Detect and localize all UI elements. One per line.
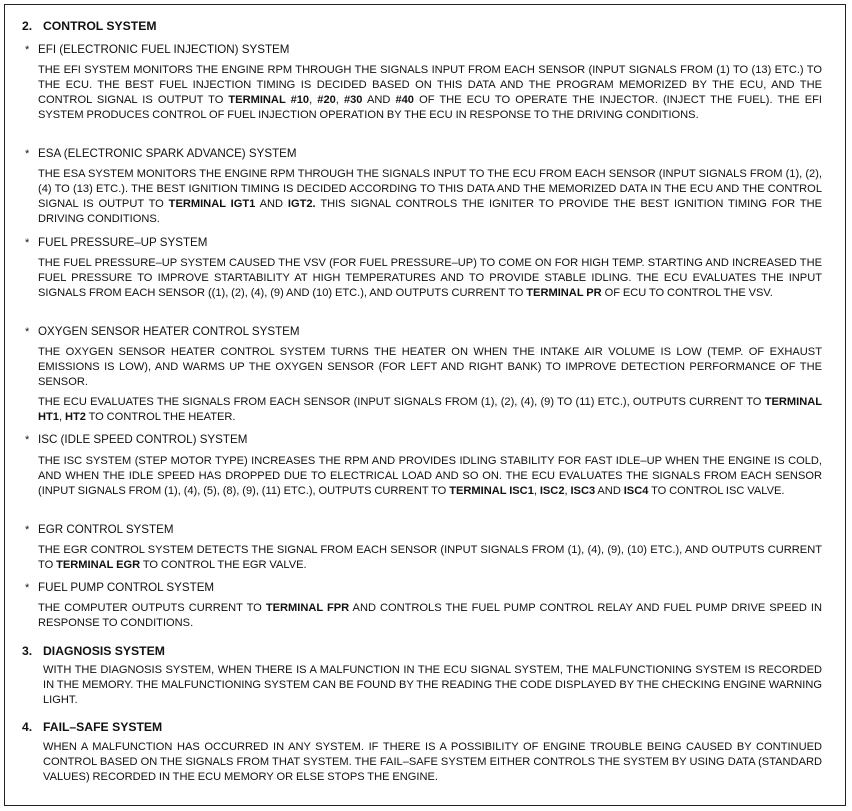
section-number: 4. bbox=[22, 720, 33, 734]
paragraph: THE ESA SYSTEM MONITORS THE ENGINE RPM THROUGH THE SIGNALS INPUT TO THE ECU FROM EACH SENSOR (INPUT SIGNALS FROM (1), (2), (4) TO (13) ETC.). THE BEST IGNITION TIMING IS DECIDED ACCORDING TO THIS DATA AND THE MEMORIZED DATA IN THE ECU AND THE CONTROL SIGNAL IS OUTPUT TO TERMINAL IGT1 AND IGT2. THIS SIGNAL CONTROLS THE IGNITER TO PROVIDE THE BEST IGNITION TIMING FOR THE DRIVING CONDITIONS. bbox=[38, 168, 823, 225]
section-title: FAIL–SAFE SYSTEM bbox=[43, 720, 163, 734]
subsection-title: EFI (ELECTRONIC FUEL INJECTION) SYSTEM bbox=[38, 43, 290, 56]
bullet-star: * bbox=[25, 434, 30, 446]
section-number: 2. bbox=[22, 19, 33, 33]
paragraph: THE EGR CONTROL SYSTEM DETECTS THE SIGNAL FROM EACH SENSOR (INPUT SIGNALS FROM (1), (4), (9), (10) ETC.), AND OUTPUTS CURRENT TO TERMINAL EGR TO CONTROL THE EGR VALVE. bbox=[38, 544, 822, 571]
bullet-star: * bbox=[25, 148, 30, 160]
paragraph: THE COMPUTER OUTPUTS CURRENT TO TERMINAL FPR AND CONTROLS THE FUEL PUMP CONTROL RELAY AND FUEL PUMP DRIVE SPEED IN RESPONSE TO CONDITIONS. bbox=[38, 602, 823, 629]
section-number: 3. bbox=[22, 644, 33, 658]
bullet-star: * bbox=[25, 44, 30, 56]
paragraph: THE FUEL PRESSURE–UP SYSTEM CAUSED THE VSV (FOR FUEL PRESSURE–UP) TO COME ON FOR HIGH TEMP. STARTING AND INCREASED THE FUEL PRESSURE TO IMPROVE STARTABILITY AT HIGH TEMPERATURES AND TO PROVIDE STABLE IDLING. THE ECU EVALUATES THE INPUT SIGNALS FROM EACH SENSOR ((1), (2), (4), (9) AND (10) ETC.), AND OUTPUTS CURRENT TO TERMINAL PR OF ECU TO CONTROL THE VSV. bbox=[38, 257, 822, 299]
bullet-star: * bbox=[25, 326, 30, 338]
subsection-title: FUEL PRESSURE–UP SYSTEM bbox=[38, 236, 208, 249]
paragraph: THE ISC SYSTEM (STEP MOTOR TYPE) INCREASES THE RPM AND PROVIDES IDLING STABILITY FOR FAST IDLE–UP WHEN THE ENGINE IS COLD, AND WHEN THE IDLE SPEED HAS DROPPED DUE TO ELECTRICAL LOAD AND SO ON. THE ECU EVALUATES THE SIGNALS FROM EACH SENSOR (INPUT SIGNALS FROM (1), (4), (5), (8), (9), (11) ETC.), OUTPUTS CURRENT TO TERMINAL ISC1, ISC2, ISC3 AND ISC4 TO CONTROL ISC VALVE. bbox=[38, 455, 822, 497]
paragraph: WITH THE DIAGNOSIS SYSTEM, WHEN THERE IS A MALFUNCTION IN THE ECU SIGNAL SYSTEM, THE MALFUNCTIONING SYSTEM IS RECORDED IN THE MEMORY. THE MALFUNCTIONING SYSTEM CAN BE FOUND BY THE READING THE CODE DISPLAYED BY THE CHECKING ENGINE WARNING LIGHT. bbox=[43, 664, 822, 706]
paragraph: THE EFI SYSTEM MONITORS THE ENGINE RPM THROUGH THE SIGNALS INPUT FROM EACH SENSOR (INPUT SIGNALS FROM (1) TO (13) ETC.) TO THE ECU. THE BEST FUEL INJECTION TIMING IS DECIDED BASED ON THIS DATA AND THE PROGRAM MEMORIZED BY THE ECU, AND THE CONTROL SIGNAL IS OUTPUT TO TERMINAL #10, #20, #30 AND #40 OF THE ECU TO OPERATE THE INJECTOR. (INJECT THE FUEL). THE EFI SYSTEM PRODUCES CONTROL OF FUEL INJECTION OPERATION BY THE ECU IN RESPONSE TO THE DRIVING CONDITIONS. bbox=[38, 64, 822, 121]
subsection-title: EGR CONTROL SYSTEM bbox=[38, 523, 174, 536]
paragraph: WHEN A MALFUNCTION HAS OCCURRED IN ANY SYSTEM. IF THERE IS A POSSIBILITY OF ENGINE TROUBLE BEING CAUSED BY CONTINUED CONTROL BASED ON THE SIGNALS FROM THAT SYSTEM. THE FAIL–SAFE SYSTEM EITHER CONTROLS THE SYSTEM BY USING DATA (STANDARD VALUES) RECORDED IN THE ECU MEMORY OR ELSE STOPS THE ENGINE. bbox=[43, 741, 822, 783]
bullet-star: * bbox=[25, 582, 30, 594]
paragraph: THE ECU EVALUATES THE SIGNALS FROM EACH SENSOR (INPUT SIGNALS FROM (1), (2), (4), (9) TO (11) ETC.), OUTPUTS CURRENT TO TERMINAL HT1, HT2 TO CONTROL THE HEATER. bbox=[38, 396, 822, 423]
paragraph: THE OXYGEN SENSOR HEATER CONTROL SYSTEM TURNS THE HEATER ON WHEN THE INTAKE AIR VOLUME IS LOW (TEMP. OF EXHAUST EMISSIONS IS LOW), AND WARMS UP THE OXYGEN SENSOR (FOR LEFT AND RIGHT BANK) TO IMPROVE DETECTION PERFORMANCE OF THE SENSOR. bbox=[38, 346, 822, 388]
subsection-title: ISC (IDLE SPEED CONTROL) SYSTEM bbox=[38, 433, 248, 446]
subsection-title: OXYGEN SENSOR HEATER CONTROL SYSTEM bbox=[38, 325, 300, 338]
bullet-star: * bbox=[25, 237, 30, 249]
bullet-star: * bbox=[25, 524, 30, 536]
subsection-title: ESA (ELECTRONIC SPARK ADVANCE) SYSTEM bbox=[38, 147, 297, 160]
section-title: DIAGNOSIS SYSTEM bbox=[43, 644, 165, 658]
section-title: CONTROL SYSTEM bbox=[43, 19, 157, 33]
subsection-title: FUEL PUMP CONTROL SYSTEM bbox=[38, 581, 215, 594]
